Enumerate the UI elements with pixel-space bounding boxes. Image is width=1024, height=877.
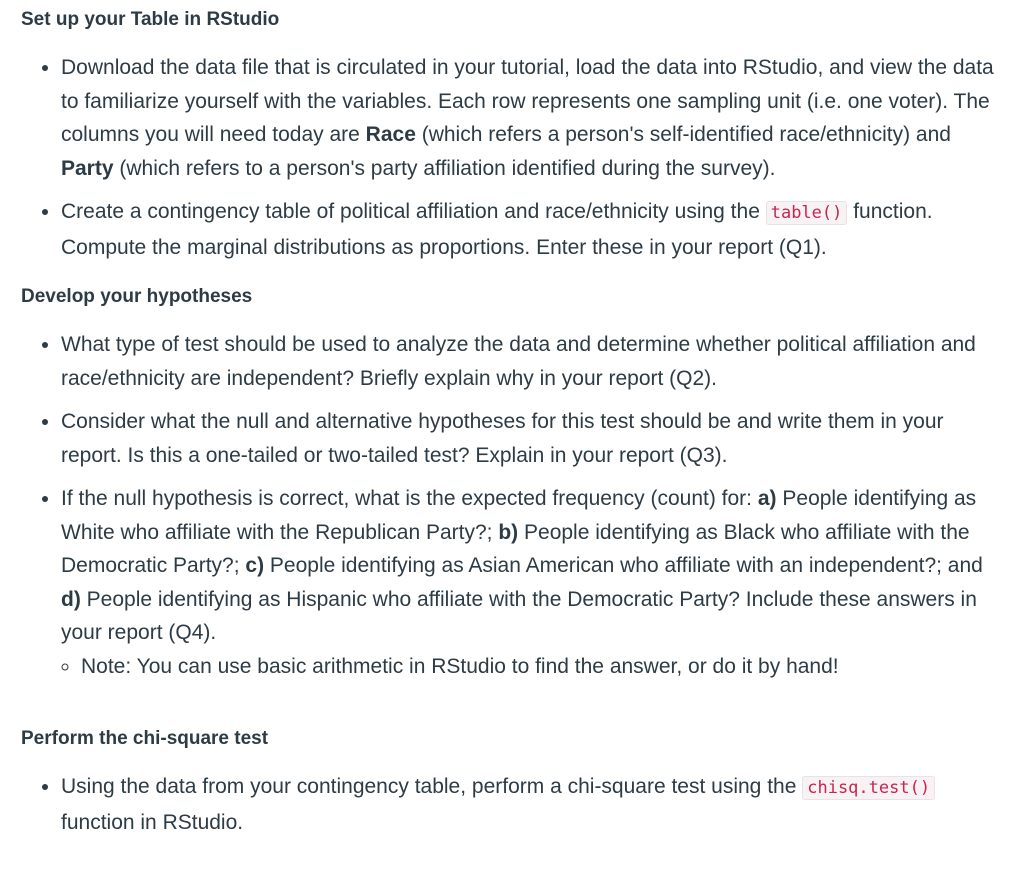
bold-label-a: a) bbox=[757, 487, 777, 510]
list-item-null-alternative bbox=[61, 405, 1004, 472]
bold-label-b: b) bbox=[498, 520, 519, 544]
section-heading-hypotheses: Develop your hypotheses bbox=[21, 286, 253, 307]
setup-bullet-list bbox=[21, 51, 1004, 264]
list-item-contingency-table bbox=[61, 195, 1004, 264]
bullet-text: Download the data file that is circulated in your tutorial, load the data into RStudio, and view the data to familiarize yourself with the variables. Each row represents one sampling unit (i.e. one voter). The columns you will need today are bbox=[61, 56, 994, 146]
bullet-text: function. Compute the marginal distributions as proportions. Enter these in your report (Q1). bbox=[61, 200, 933, 259]
list-item-test-type bbox=[61, 328, 1004, 395]
list-item-expected-frequency bbox=[61, 482, 1004, 683]
bullet-text: (which refers a person's self-identified race/ethnicity) and bbox=[415, 123, 951, 146]
hypotheses-bullet-list bbox=[21, 328, 1004, 683]
section-heading-setup: Set up your Table in RStudio bbox=[21, 9, 280, 30]
bullet-text: Create a contingency table of political affiliation and race/ethnicity using the bbox=[61, 200, 766, 223]
section-heading-chi-square: Perform the chi-square test bbox=[21, 728, 269, 749]
bullet-text: Using the data from your contingency table, perform a chi-square test using the bbox=[61, 775, 803, 798]
bold-term-party: Party bbox=[61, 156, 114, 180]
code-table-function: table() bbox=[766, 201, 848, 225]
bullet-text: What type of test should be used to analyze the data and determine whether political affiliation and race/ethnicity are independent? Briefly explain why in your report (Q2). bbox=[61, 333, 976, 390]
list-item-download-data bbox=[61, 51, 1004, 185]
list-item-note: ◦ Note: You can use basic arithmetic in RStudio to find the answer, or do it by hand! bbox=[81, 650, 1004, 684]
bold-term-race: Race bbox=[365, 123, 416, 146]
note-sub-list bbox=[61, 650, 1004, 684]
bullet-text: People identifying as Hispanic who affiliate with the Democratic Party? Include these answers in your report (Q4). bbox=[61, 587, 977, 644]
bold-label-d: d) bbox=[61, 587, 81, 611]
bullet-text: People identifying as White who affiliate with the Republican Party?; bbox=[61, 487, 977, 544]
list-item-chisq-test bbox=[61, 770, 1004, 839]
bold-label-c: c) bbox=[245, 554, 265, 577]
bullet-text: (which refers to a person's party affiliation identified during the survey). bbox=[113, 156, 776, 180]
chi-square-bullet-list bbox=[21, 770, 1004, 839]
code-chisq-function: chisq.test() bbox=[802, 776, 935, 800]
bullet-text: If the null hypothesis is correct, what is the expected frequency (count) for: bbox=[61, 487, 758, 510]
bullet-text: People identifying as Black who affiliate with the Democratic Party?; bbox=[61, 520, 970, 577]
bullet-text: function in RStudio. bbox=[61, 810, 244, 834]
bullet-text: Consider what the null and alternative hypotheses for this test should be and write them in your report. Is this a one-tailed or two-tailed test? Explain in your report (Q3). bbox=[61, 410, 944, 467]
bullet-text: People identifying as Asian American who affiliate with an independent?; and bbox=[264, 554, 983, 577]
